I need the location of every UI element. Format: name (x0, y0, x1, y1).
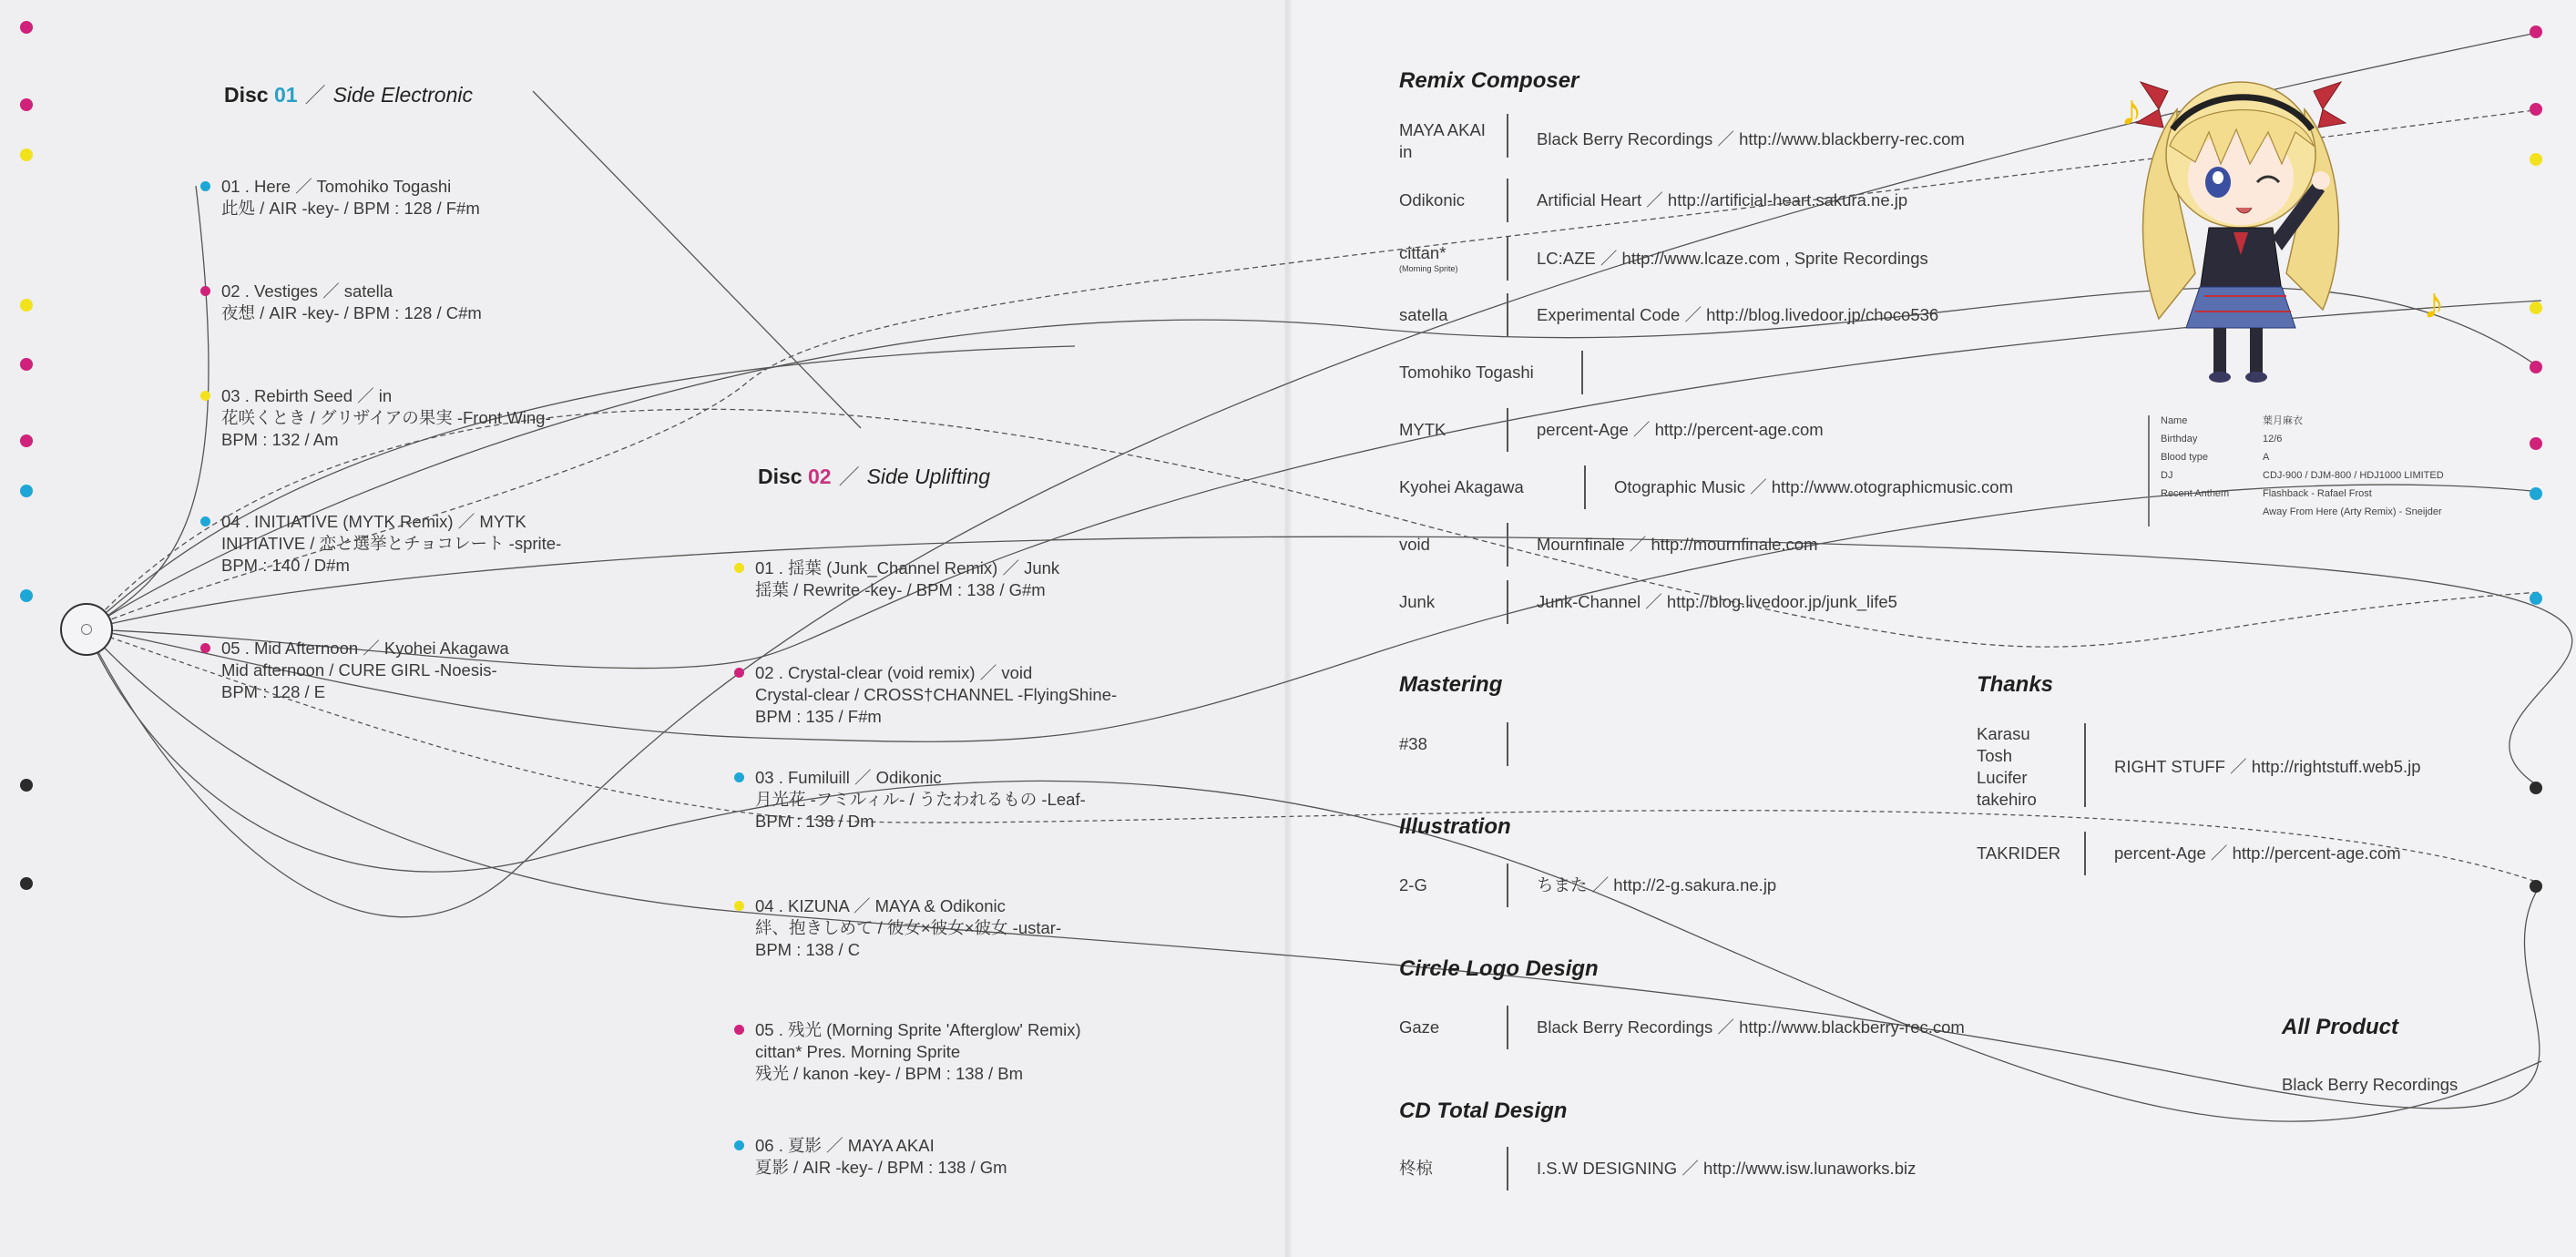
credit-name: #38 (1399, 734, 1427, 753)
disc2-track (755, 1019, 1081, 1085)
edge-dot (2530, 153, 2542, 166)
edge-dot (20, 299, 33, 312)
track-info: 夏影 / AIR -key- / BPM : 138 / Gm (755, 1158, 1007, 1177)
all-product-heading: All Product (2282, 1015, 2399, 1039)
disc2-title (758, 460, 990, 490)
edge-dot (20, 148, 33, 161)
divider (1507, 864, 1508, 907)
illustration-heading: Illustration (1399, 814, 1511, 839)
thanks-name: takehiro (1977, 790, 2037, 809)
edge-dot (20, 434, 33, 447)
credit-name: Junk (1399, 592, 1436, 611)
thanks-name: Tosh (1977, 746, 2013, 765)
disc2-track (755, 895, 1061, 961)
credit-name-line2: in (1399, 142, 1413, 161)
music-note-icon: ♪ (2121, 87, 2142, 135)
credit-name-text: MAYA AKAI (1399, 120, 1486, 139)
edge-dot (20, 98, 33, 111)
track-bpm: BPM : 140 / D#m (221, 556, 350, 575)
disc1-track (221, 511, 561, 577)
edge-dot (20, 589, 33, 602)
disc2-track (755, 662, 1117, 728)
divider (1507, 179, 1508, 222)
track-dot (734, 563, 744, 573)
credit-detail: Artificial Heart ／ http://artificial-heart.sakura.ne.jp (1537, 190, 1908, 210)
track-bpm: 残光 / kanon -key- / BPM : 138 / Bm (755, 1064, 1024, 1083)
edge-dot (20, 877, 33, 890)
divider (2084, 723, 2086, 807)
disc1-number: 01 (273, 83, 298, 107)
all-product-name: Black Berry Recordings (2282, 1075, 2458, 1094)
track-title: 03 . Rebirth Seed ／ in (221, 386, 393, 405)
edge-dot (20, 21, 33, 34)
edge-dot (20, 485, 33, 497)
remix-composer-heading: Remix Composer (1399, 68, 1579, 93)
disc1-track (221, 638, 509, 703)
track-title: 01 . Here ／ Tomohiko Togashi (221, 177, 452, 196)
divider (1507, 293, 1508, 337)
divider (1507, 408, 1508, 452)
thanks-detail: RIGHT STUFF ／ http://rightstuff.web5.jp (2114, 757, 2421, 776)
credit-name-text: cittan* (1399, 243, 1446, 262)
track-info: Mid afternoon / CURE GIRL -Noesis- (221, 660, 497, 680)
profile-value: Flashback - Rafael Frost (2263, 488, 2372, 499)
credit-detail: ちまた ／ http://2-g.sakura.ne.jp (1537, 875, 1777, 894)
track-title: 05 . 残光 (Morning Sprite 'Afterglow' Remix) (755, 1020, 1081, 1039)
disc2-separator: ／ (838, 465, 860, 488)
track-info: cittan* Pres. Morning Sprite (755, 1042, 961, 1061)
track-bpm: BPM : 128 / E (221, 682, 326, 701)
profile-key: Recent Anthem (2161, 488, 2230, 499)
divider (1507, 722, 1508, 766)
credit-detail: percent-Age ／ http://percent-age.com (1537, 420, 1824, 439)
divider (1507, 1006, 1508, 1049)
credit-name: Gaze (1399, 1017, 1440, 1037)
credit-detail: Otographic Music ／ http://www.otographicmusic.com (1614, 477, 2013, 496)
credit-name: MYTK (1399, 420, 1446, 439)
credit-detail: I.S.W DESIGNING ／ http://www.isw.lunaworks.biz (1537, 1159, 1917, 1178)
track-bpm: BPM : 138 / C (755, 940, 861, 959)
profile-key: Blood type (2161, 452, 2208, 463)
track-dot (734, 901, 744, 911)
divider (1507, 580, 1508, 624)
track-title: 02 . Vestiges ／ satella (221, 281, 394, 301)
edge-dot (2530, 782, 2542, 794)
disc1-track (221, 176, 480, 220)
track-title: 04 . KIZUNA ／ MAYA & Odikonic (755, 896, 1006, 915)
track-info: 此処 / AIR -key- / BPM : 128 / F#m (221, 199, 480, 218)
track-dot (200, 516, 210, 526)
track-dot (200, 391, 210, 401)
track-title: 02 . Crystal-clear (void remix) ／ void (755, 663, 1033, 682)
disc1-track (221, 281, 482, 324)
track-bpm: BPM : 135 / F#m (755, 707, 882, 726)
track-title: 06 . 夏影 ／ MAYA AKAI (755, 1136, 935, 1155)
track-info: INITIATIVE / 恋と選挙とチョコレート -sprite- (221, 534, 562, 553)
track-dot (734, 1140, 744, 1150)
profile-value: 葉月麻衣 (2263, 415, 2303, 426)
credit-name-sub: (Morning Sprite) (1399, 264, 1458, 273)
credit-detail: LC:AZE ／ http://www.lcaze.com , Sprite Recordings (1537, 249, 1928, 268)
track-bpm: BPM : 132 / Am (221, 430, 339, 449)
divider (2084, 832, 2086, 875)
track-dot (734, 1025, 744, 1035)
edge-dot (20, 779, 33, 792)
music-note-icon: ♪ (2423, 280, 2445, 328)
divider (1507, 1147, 1508, 1191)
edge-dot (2530, 103, 2542, 116)
profile-value: Away From Here (Arty Remix) - Sneijder (2263, 506, 2442, 517)
right-page (1288, 0, 2576, 1257)
credit-name: 柊椋 (1399, 1159, 1434, 1178)
edge-dot (2530, 880, 2542, 893)
credit-name: Odikonic (1399, 190, 1465, 210)
disc1-separator: ／ (304, 83, 326, 107)
track-bpm: BPM : 138 / Dm (755, 812, 874, 831)
edge-dot (2530, 487, 2542, 500)
edge-dot (2530, 361, 2542, 373)
hub-center (81, 624, 92, 635)
edge-dot (2530, 26, 2542, 38)
thanks-name: TAKRIDER (1977, 843, 2061, 863)
track-title: 01 . 揺葉 (Junk_Channel Remix) ／ Junk (755, 558, 1060, 577)
disc2-number: 02 (807, 465, 832, 488)
credit-name (1399, 119, 1486, 163)
credit-detail: Junk-Channel ／ http://blog.livedoor.jp/junk_life5 (1537, 592, 1897, 611)
disc2-track (755, 1135, 1007, 1179)
track-dot (200, 643, 210, 653)
divider (1507, 237, 1508, 281)
credit-detail: Black Berry Recordings ／ http://www.blackberry-rec.com (1537, 129, 1965, 148)
disc1-label: Disc (224, 83, 269, 107)
disc2-side: Side Uplifting (866, 465, 991, 488)
credit-name: Tomohiko Togashi (1399, 363, 1534, 382)
track-info: 花咲くとき / グリザイアの果実 -Front Wing- (221, 408, 551, 427)
thanks-names (1977, 723, 2037, 811)
disc1-track (221, 385, 551, 451)
divider (1507, 114, 1508, 158)
track-info: 揺葉 / Rewrite -key- / BPM : 138 / G#m (755, 580, 1046, 599)
track-dot (200, 181, 210, 191)
track-dot (734, 668, 744, 678)
disc1-title (224, 78, 473, 108)
cd-design-heading: CD Total Design (1399, 1099, 1568, 1123)
track-dot (734, 772, 744, 782)
credit-detail: Mournfinale ／ http://mournfinale.com (1537, 535, 1818, 554)
profile-value: A (2263, 452, 2270, 463)
divider (1584, 465, 1586, 509)
credit-name (1399, 242, 1458, 273)
edge-dot (2530, 301, 2542, 314)
profile-value: CDJ-900 / DJM-800 / HDJ1000 LIMITED (2263, 470, 2444, 481)
disc1-side: Side Electronic (332, 83, 473, 107)
disc2-track (755, 767, 1086, 833)
profile-divider (2148, 415, 2150, 526)
track-title: 04 . INITIATIVE (MYTK Remix) ／ MYTK (221, 512, 526, 531)
track-title: 03 . Fumiluill ／ Odikonic (755, 768, 942, 787)
credit-detail: Black Berry Recordings ／ http://www.blackberry-rec.com (1537, 1017, 1965, 1037)
thanks-heading: Thanks (1977, 672, 2054, 697)
circle-logo-heading: Circle Logo Design (1399, 956, 1599, 981)
track-info: Crystal-clear / CROSS†CHANNEL -FlyingShine- (755, 685, 1118, 704)
divider (1581, 351, 1583, 394)
thanks-detail: percent-Age ／ http://percent-age.com (2114, 843, 2401, 863)
thanks-name: Karasu (1977, 724, 2030, 743)
track-title: 05 . Mid Afternoon ／ Kyohei Akagawa (221, 639, 509, 658)
edge-dot (2530, 592, 2542, 605)
credit-name: Kyohei Akagawa (1399, 477, 1524, 496)
disc2-label: Disc (758, 465, 802, 488)
edge-dot (20, 358, 33, 371)
credit-name: 2-G (1399, 875, 1427, 894)
profile-key: Name (2161, 415, 2188, 426)
profile-key: DJ (2161, 470, 2173, 481)
credit-detail: Experimental Code ／ http://blog.livedoor.jp/choco536 (1537, 305, 1939, 324)
credit-name: void (1399, 535, 1430, 554)
thanks-name: Lucifer (1977, 768, 2028, 787)
profile-key: Birthday (2161, 434, 2198, 445)
page-fold (1284, 0, 1292, 1257)
profile-value: 12/6 (2263, 434, 2283, 445)
disc2-track (755, 557, 1059, 601)
track-dot (200, 286, 210, 296)
mastering-heading: Mastering (1399, 672, 1503, 697)
hub-circle (60, 603, 113, 656)
track-info: 月光花 -フミルィル- / うたわれるもの -Leaf- (755, 790, 1086, 809)
edge-dot (2530, 437, 2542, 450)
credit-name: satella (1399, 305, 1448, 324)
chibi-character-illustration (2122, 46, 2359, 410)
divider (1507, 523, 1508, 567)
track-info: 夜想 / AIR -key- / BPM : 128 / C#m (221, 303, 482, 322)
track-info: 絆、抱きしめて / 彼女×彼女×彼女 -ustar- (755, 918, 1062, 937)
